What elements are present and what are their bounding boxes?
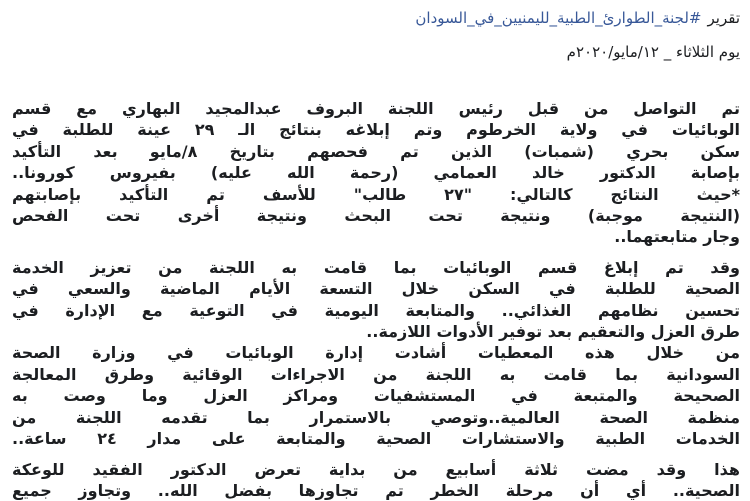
body-line: السودانية بما قامت به اللجنة من الاجراءات الوقائية وطرق المعالجة — [12, 364, 740, 384]
body-line: من خلال هذه المعطيات أشادت إدارة الوبائيات في وزارة الصحة — [12, 343, 740, 363]
post-header — [12, 6, 740, 30]
body-line: منظمة الصحة العالمية..وتوصي بالاستمرار بما تقدمه اللجنة من — [12, 407, 740, 427]
body-line: الصحية.. أي أن مرحلة الخطر تم تجاوزها بفضل الله.. وتجاوز جميع — [12, 480, 740, 500]
body-line: وقد تم إبلاغ قسم الوبائيات بما قامت به اللجنة من تعزيز الخدمة — [12, 257, 740, 277]
body-line: *حيث النتائج كالتالي: "٢٧ طالب" للأسف تم التأكيد بإصابتهم — [12, 184, 740, 204]
body-line: بإصابة الدكتور خالد العمامي (رحمة الله عليه) بفيروس كورونا.. — [12, 163, 740, 183]
body-line: الوبائيات في ولاية الخرطوم وتم إبلاغه بنتائج الـ ٢٩ عينة للطلبة في — [12, 120, 740, 140]
body-line: تحسين نظامهم الغذائي.. والمتابعة اليومية في التوعية مع الإدارة في — [12, 300, 740, 320]
body-line: وجار متابعتهما.. — [614, 227, 740, 247]
post-body — [12, 98, 740, 501]
hashtag-link[interactable]: #لجنة_الطوارئ_الطبية_لليمنيين_في_السودان — [415, 9, 702, 27]
paragraph-gap — [12, 450, 740, 459]
body-line: طرق العزل والتعقيم بعد توفير الأدوات اللازمة.. — [366, 322, 740, 342]
post-date-line: يوم الثلاثاء _ ١٢/مايو/٢٠٢٠م — [566, 43, 740, 61]
body-line: الصحية للطلبة في السكن خلال التسعة الأيام الماضية والسعي في — [12, 279, 740, 299]
body-line: تم التواصل من قبل رئيس اللجنة البروف عبدالمجيد البهاري مع قسم — [12, 99, 740, 118]
body-line: هذا وقد مضت ثلاثة أسابيع من بداية تعرض الدكتور الفقيد للوعكة — [12, 459, 740, 479]
paragraph-gap — [12, 248, 740, 257]
body-line: الصحيحة والمتبعة في المستشفيات ومراكز العزل وما وصت به — [12, 386, 740, 406]
body-line: (النتيجة موجبة) ونتيجة تحت البحث ونتيجة أخرى تحت الفحص — [12, 206, 740, 226]
body-line: الخدمات الطبية والاستشارات الصحية والمتابعة على مدار ٢٤ ساعة.. — [12, 429, 740, 449]
report-label: تقرير — [707, 9, 740, 27]
body-line: سكن بحري (شمبات) الذين تم فحصهم بتاريخ ٨/مايو بعد التأكيد — [12, 141, 740, 161]
